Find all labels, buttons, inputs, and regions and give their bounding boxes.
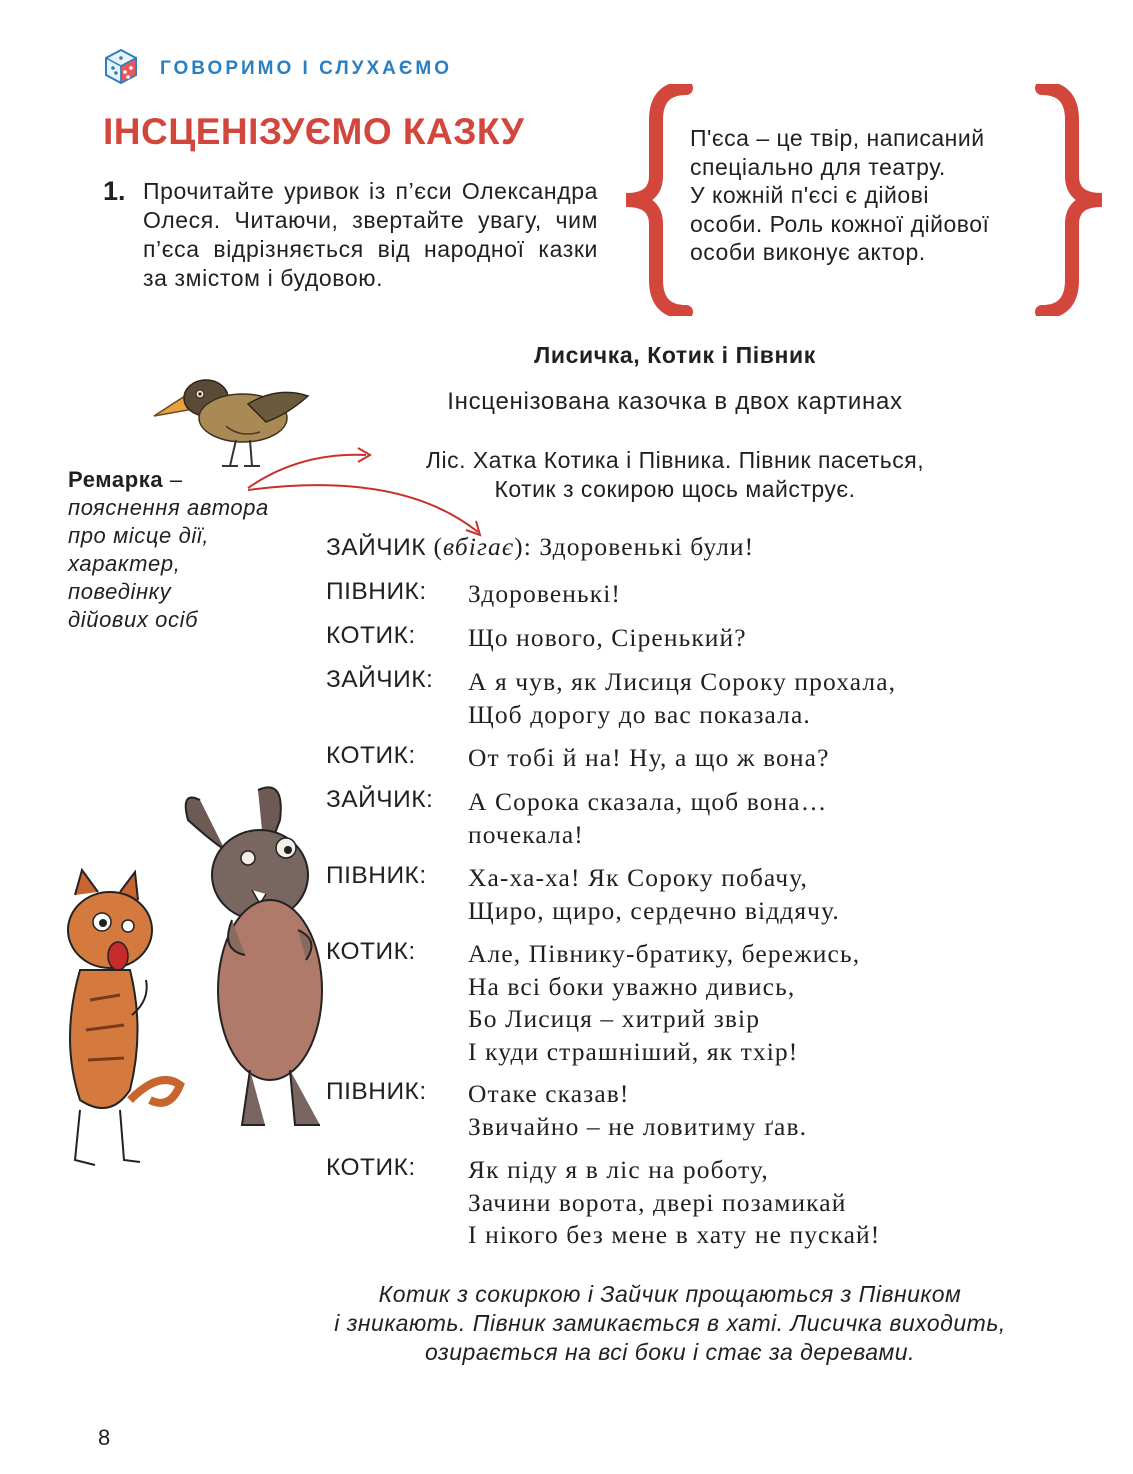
speaker-name: КОТИК:	[326, 742, 416, 769]
speech-text	[468, 622, 747, 655]
dice-cube-icon	[103, 48, 139, 84]
speech-line: А Сорока сказала, щоб вона…	[468, 787, 828, 816]
speaker-name: ПІВНИК:	[326, 862, 427, 889]
task-number: 1.	[103, 176, 126, 206]
task-text: Прочитайте уривок із п’єси Олександра Олеся. Читаючи, звертайте увагу, чим п’єса відрізняється від народної казки за змістом і будовою.	[143, 178, 598, 291]
speech-line: Здоровенькі!	[468, 579, 622, 608]
speaker-name: ЗАЙЧИК:	[326, 786, 434, 813]
speech-line: На всі боки уважно дивись,	[468, 971, 796, 1001]
dialogue-line	[326, 532, 754, 562]
closing-line: озирається на всі боки і стає за деревами.	[425, 1339, 915, 1365]
speech-line: почекала!	[468, 819, 584, 849]
speech-line: Ха-ха-ха! Як Сороку побачу,	[468, 863, 808, 892]
closing-line: Котик з сокиркою і Зайчик прощаються з Півником	[378, 1281, 962, 1307]
remark-definition-line: характер,	[68, 551, 181, 576]
speech-line: Отаке сказав!	[468, 1079, 630, 1108]
remark-note	[68, 466, 308, 634]
definition-text	[690, 124, 1050, 267]
section-title: ГОВОРИМО І СЛУХАЄМО	[160, 58, 453, 79]
speech-line: Зачини ворота, двері позамикай	[468, 1187, 847, 1217]
cat-and-hare-illustration	[20, 780, 330, 1190]
speech-line: Як піду я в ліс на роботу,	[468, 1155, 769, 1184]
paren-close: ):	[514, 532, 540, 561]
closing-stage-direction	[280, 1280, 1060, 1367]
speech-line: От тобі й на! Ну, а що ж вона?	[468, 743, 830, 772]
bird-illustration	[148, 366, 313, 474]
speech-text	[468, 1154, 880, 1252]
speech-line: Звичайно – не ловитиму ґав.	[468, 1111, 808, 1141]
speech-line: Бо Лисиця – хитрий звір	[468, 1004, 761, 1033]
speech-text	[468, 862, 840, 927]
stage-note: вбігає	[443, 532, 515, 561]
definition-line: спеціально для театру.	[690, 153, 946, 180]
speech-line: А я чув, як Лисиця Сороку прохала,	[468, 667, 897, 696]
speech-text	[468, 742, 830, 775]
remark-definition-line: пояснення автора	[68, 495, 269, 520]
play-subtitle: Інсценізована казочка в двох картинах	[447, 388, 903, 415]
remark-dash: –	[163, 467, 183, 492]
speaker-name: ЗАЙЧИК:	[326, 666, 434, 693]
stage-direction-line: Ліс. Хатка Котика і Півника. Півник пасеться,	[425, 447, 925, 473]
remark-definition-line: про місце дії,	[68, 523, 210, 548]
stage-direction-line: Котик з сокирою щось майструє.	[494, 476, 856, 502]
page-number: 8	[98, 1425, 111, 1450]
speaker-name: КОТИК:	[326, 622, 416, 649]
definition-line: особи. Роль кожної дійової	[690, 210, 990, 237]
speaker-name: ПІВНИК:	[326, 578, 427, 605]
speech-line: Щоб дорогу до вас показала.	[468, 699, 811, 729]
paren-open: (	[425, 532, 444, 561]
stage-direction	[360, 446, 990, 504]
closing-line: і зникають. Півник замикається в хаті. Лисичка виходить,	[334, 1310, 1006, 1336]
lesson-title: ІНСЦЕНІЗУЄМО КАЗКУ	[103, 111, 525, 152]
speech-line: І нікого без мене в хату не пускай!	[468, 1220, 881, 1249]
speech-text	[468, 666, 896, 731]
speech-text	[468, 786, 827, 851]
remark-definition-line: поведінку	[68, 579, 172, 604]
speech-text	[468, 938, 860, 1068]
definition-line: особи виконує актор.	[690, 239, 926, 265]
speech-line: Щиро, щиро, сердечно віддячу.	[468, 895, 840, 925]
speaker-name: ПІВНИК:	[326, 1078, 427, 1105]
speech-text	[468, 578, 621, 611]
speaker-name: КОТИК:	[326, 938, 416, 965]
definition-line: У кожній п'єсі є дійові	[690, 182, 929, 208]
speech-line: Але, Півнику-братику, бережись,	[468, 939, 861, 968]
speech-text: Здоровенькі були!	[539, 532, 755, 561]
remark-definition-line: дійових осіб	[68, 607, 199, 632]
speaker-name: ЗАЙЧИК	[326, 534, 426, 561]
play-title: Лисичка, Котик і Півник	[534, 342, 816, 368]
speech-line: І куди страшніший, як тхір!	[468, 1036, 799, 1066]
speech-line: Що нового, Сіренький?	[468, 623, 747, 652]
speaker-name: КОТИК:	[326, 1154, 416, 1181]
definition-line: П'єса – це твір, написаний	[690, 125, 985, 151]
remark-term: Ремарка	[68, 467, 164, 492]
speech-text	[468, 1078, 807, 1143]
